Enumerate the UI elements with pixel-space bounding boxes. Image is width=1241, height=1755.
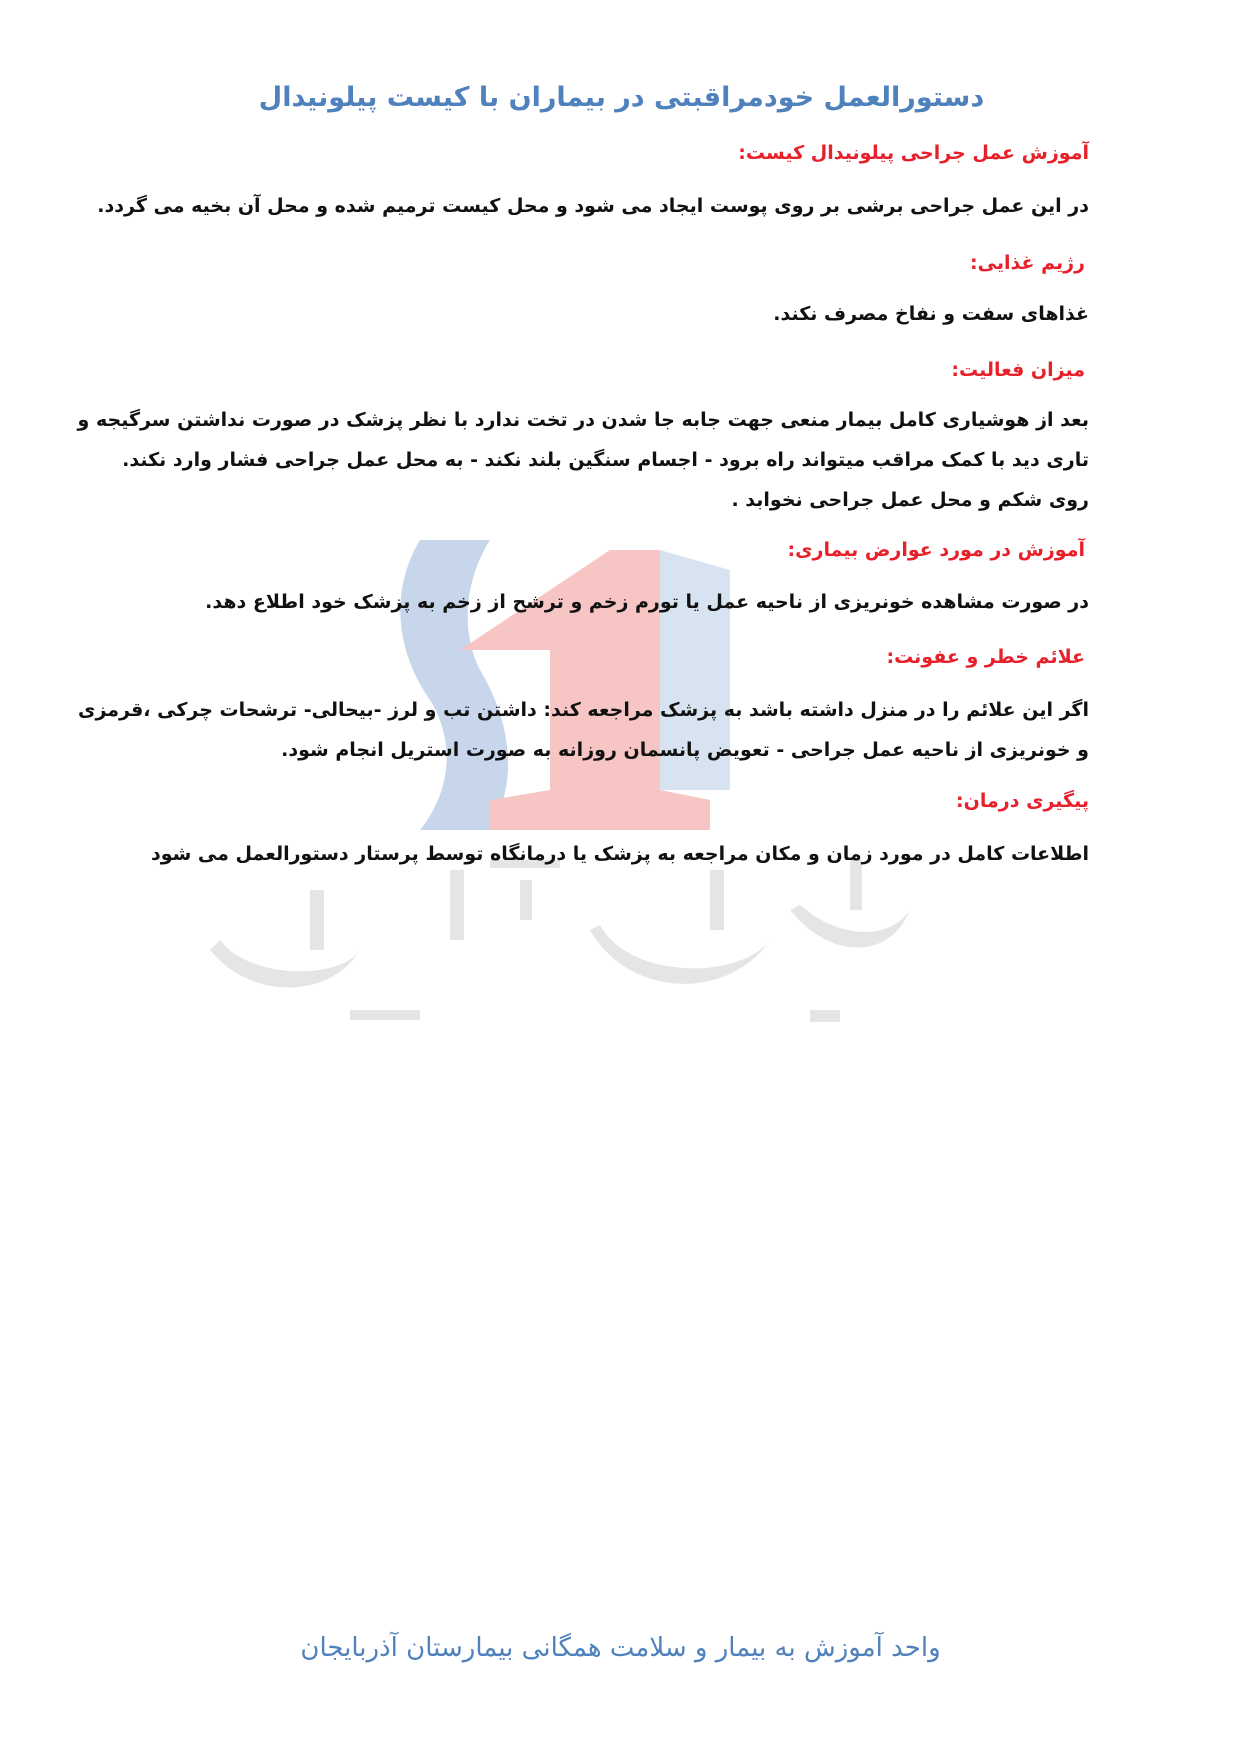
activity-line: روی شکم و محل عمل جراحی نخوابد . <box>731 489 1089 511</box>
section-body-followup: اطلاعات کامل در مورد زمان و مکان مراجعه به پزشک یا درمانگاه توسط پرستار دستورالعمل می شود <box>150 843 1089 865</box>
section-body-warning-signs <box>78 690 1089 770</box>
section-body-complications: در صورت مشاهده خونریزی از ناحیه عمل یا تورم زخم و ترشح از زخم به پزشک خود اطلاع دهد. <box>205 591 1089 613</box>
section-heading-warning-signs: علائم خطر و عفونت: <box>886 646 1085 668</box>
section-heading-diet: رژیم غذایی: <box>970 252 1085 274</box>
activity-line: تاری دید با کمک مراقب میتواند راه برود - اجسام سنگین بلند نکند - به محل عمل جراحی فشار وارد نکند. <box>122 449 1089 471</box>
footer-text: واحد آموزش به بیمار و سلامت همگانی بیمارستان آذربایجان <box>300 1633 941 1663</box>
warning-line: اگر این علائم را در منزل داشته باشد به پزشک مراجعه کند: داشتن تب و لرز -بیحالی- ترشحات چرکی ،قرمزی <box>78 699 1089 721</box>
section-heading-surgery: آموزش عمل جراحی پیلونیدال کیست: <box>738 142 1089 164</box>
section-heading-activity: میزان فعالیت: <box>951 359 1085 381</box>
section-heading-followup: پیگیری درمان: <box>956 790 1089 812</box>
watermark-calligraphy <box>210 860 910 1022</box>
section-heading-complications: آموزش در مورد عوارض بیماری: <box>787 539 1085 561</box>
page-title: دستورالعمل خودمراقبتی در بیماران با کیست پیلونیدال <box>258 82 985 113</box>
warning-line: و خونریزی از ناحیه عمل جراحی - تعویض پانسمان روزانه به صورت استریل انجام شود. <box>281 739 1089 761</box>
activity-line: بعد از هوشیاری کامل بیمار منعی جهت جابه جا شدن در تخت ندارد با نظر پزشک در صورت نداشتن سرگیجه و <box>77 409 1089 431</box>
section-body-surgery: در این عمل جراحی برشی بر روی پوست ایجاد می شود و محل کیست ترمیم شده و محل آن بخیه می گردد. <box>97 195 1089 217</box>
section-body-diet: غذاهای سفت و نفاخ مصرف نکند. <box>773 303 1089 325</box>
section-body-activity <box>77 400 1089 520</box>
